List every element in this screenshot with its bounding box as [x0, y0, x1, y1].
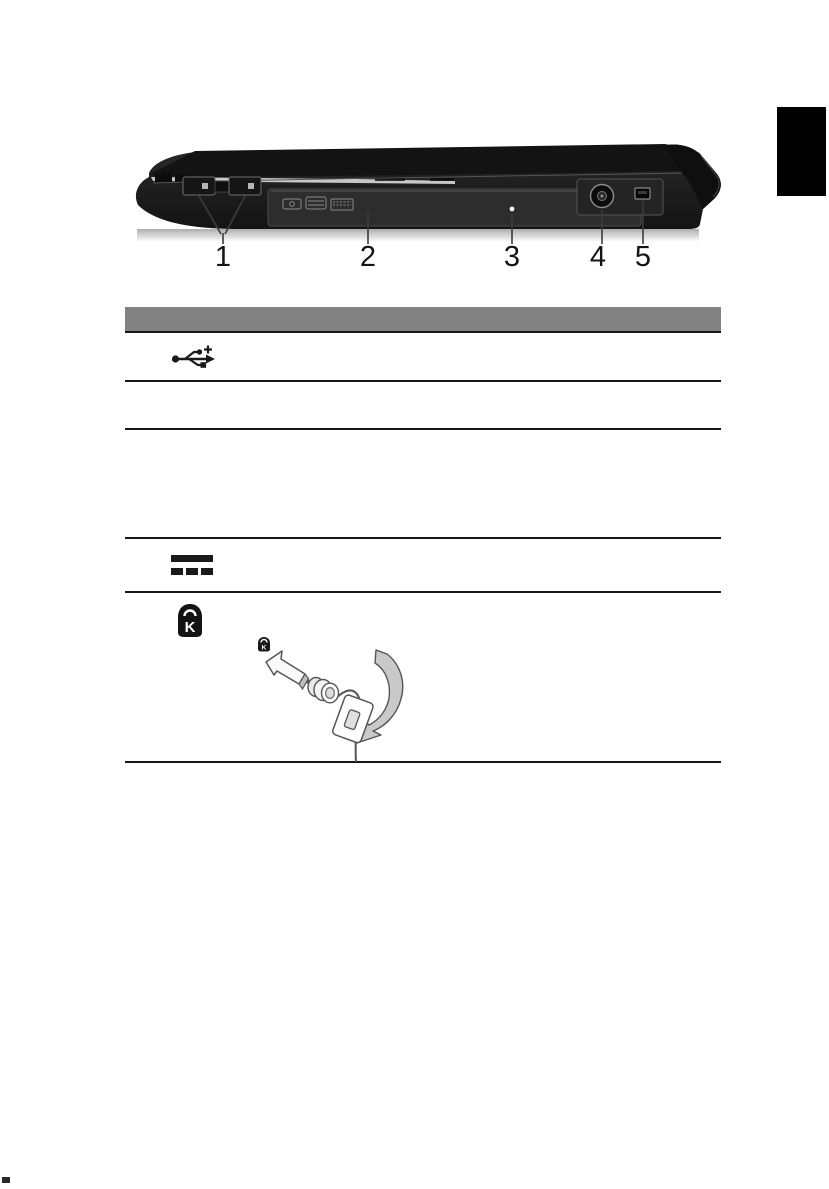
callout-5: 5 — [634, 241, 652, 273]
dc-in-icon — [171, 553, 213, 577]
table-row — [125, 539, 721, 593]
table-row — [125, 430, 721, 539]
callout-2: 2 — [359, 241, 377, 273]
callout-3: 3 — [503, 241, 521, 273]
page-artifact — [2, 1177, 10, 1183]
callout-1: 1 — [214, 241, 232, 273]
kensington-letter: K — [184, 619, 196, 636]
hinge-notch — [430, 178, 454, 181]
table-row — [125, 333, 721, 382]
dc-in-jack — [591, 185, 614, 208]
laptop-side-illustration — [125, 133, 740, 245]
usb-icon — [171, 344, 216, 370]
table-header-bar — [125, 307, 721, 333]
ports-table — [125, 307, 721, 763]
emergency-eject-hole — [510, 207, 515, 212]
insert-arrow-icon — [266, 651, 305, 684]
kensington-lock-illustration — [250, 636, 410, 762]
mini-lock-icon — [258, 637, 270, 652]
callout-4: 4 — [589, 241, 607, 273]
usb-port — [635, 188, 650, 199]
table-row — [125, 382, 721, 430]
lock-cylinder — [303, 677, 338, 702]
table-row — [125, 593, 721, 763]
mini-lock-letter: K — [261, 644, 267, 652]
language-edge-tab — [777, 107, 826, 196]
hinge-tab — [155, 173, 172, 183]
kensington-lock-icon — [177, 603, 203, 638]
